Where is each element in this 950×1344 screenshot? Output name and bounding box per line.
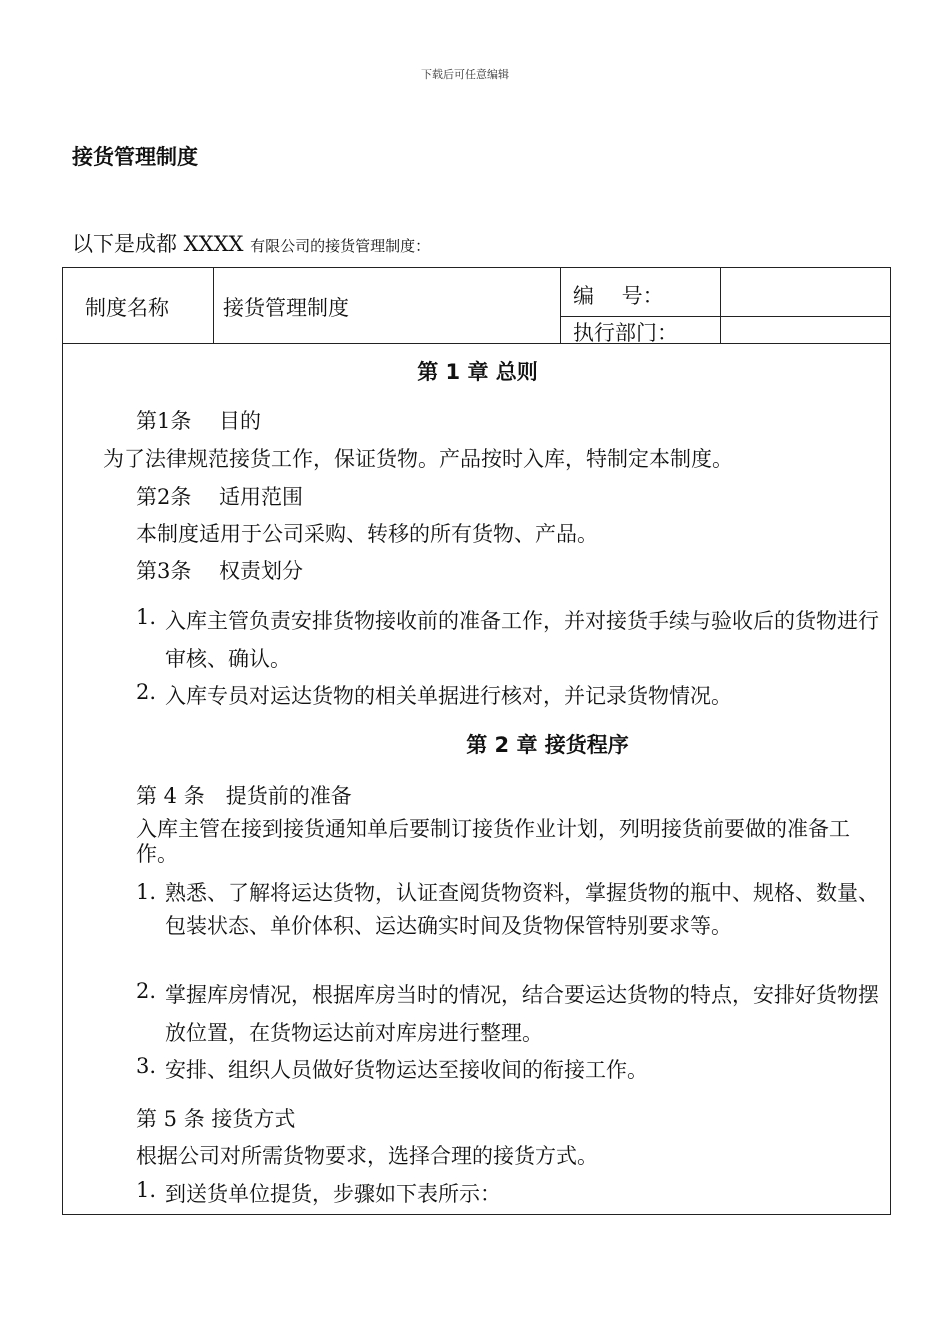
article-3-title: 第3条 权责划分 (136, 559, 304, 583)
policy-table (62, 267, 891, 1215)
article-1-text: 为了法律规范接货工作，保证货物。产品按时入库，特制定本制度。 (103, 447, 733, 471)
list-item-text: 安排、组织人员做好货物运达至接收间的衔接工作。 (165, 1058, 648, 1082)
list-item-number: 1. (136, 1178, 157, 1202)
list-item-text: 掌握库房情况，根据库房当时的情况，结合要运达货物的特点，安排好货物摆放位置，在货物运达前对库房进行整理。 (165, 983, 879, 1045)
list-item-text: 入库主管负责安排货物接收前的准备工作，并对接货手续与验收后的货物进行审核、确认。 (165, 609, 879, 671)
list-item-text: 到送货单位提货，步骤如下表所示： (165, 1182, 501, 1206)
list-item-number: 1. (136, 880, 157, 904)
list-item-text: 入库专员对运达货物的相关单据进行核对，并记录货物情况。 (165, 684, 732, 708)
article-2-title: 第2条 适用范围 (136, 485, 304, 509)
header-row-divider (63, 343, 890, 344)
list-item-number: 3. (136, 1054, 157, 1078)
list-item-number: 2. (136, 680, 157, 704)
chapter-2-title: 第 2 章 接货程序 (466, 733, 629, 757)
chapter-1-title: 第 1 章 总则 (417, 360, 538, 384)
article-4-text: 入库主管在接到接货通知单后要制订接货作业计划，列明接货前要做的准备工作。 (136, 817, 850, 866)
article-4-title: 第 4 条 提货前的准备 (136, 784, 352, 808)
number-label: 编 号： (573, 284, 664, 308)
policy-name-label: 制度名称 (85, 296, 169, 320)
intro-main: 以下是成都 XXXX (72, 232, 244, 256)
document-title: 接货管理制度 (72, 145, 198, 169)
list-item-text: 熟悉、了解将运达货物，认证查阅货物资料，掌握货物的瓶中、规格、数量、包装状态、单价体积、运达确实时间及货物保管特别要求等。 (165, 881, 879, 938)
list-item-number: 2. (136, 979, 157, 1003)
header-col-divider-1 (213, 268, 214, 343)
header-note: 下载后可任意编辑 (421, 68, 509, 81)
header-col-divider-3 (720, 268, 721, 343)
article-5-text: 根据公司对所需货物要求，选择合理的接货方式。 (136, 1144, 598, 1168)
intro-line (72, 228, 430, 258)
policy-name-value: 接货管理制度 (223, 296, 349, 320)
list-item-number: 1. (136, 605, 157, 629)
article-5-title: 第 5 条 接货方式 (136, 1107, 296, 1131)
intro-small: 有限公司的接货管理制度： (250, 237, 431, 255)
article-1-title: 第1条 目的 (136, 409, 262, 433)
header-col-divider-2 (560, 268, 561, 343)
department-label: 执行部门： (573, 321, 678, 345)
article-2-text: 本制度适用于公司采购、转移的所有货物、产品。 (136, 522, 598, 546)
